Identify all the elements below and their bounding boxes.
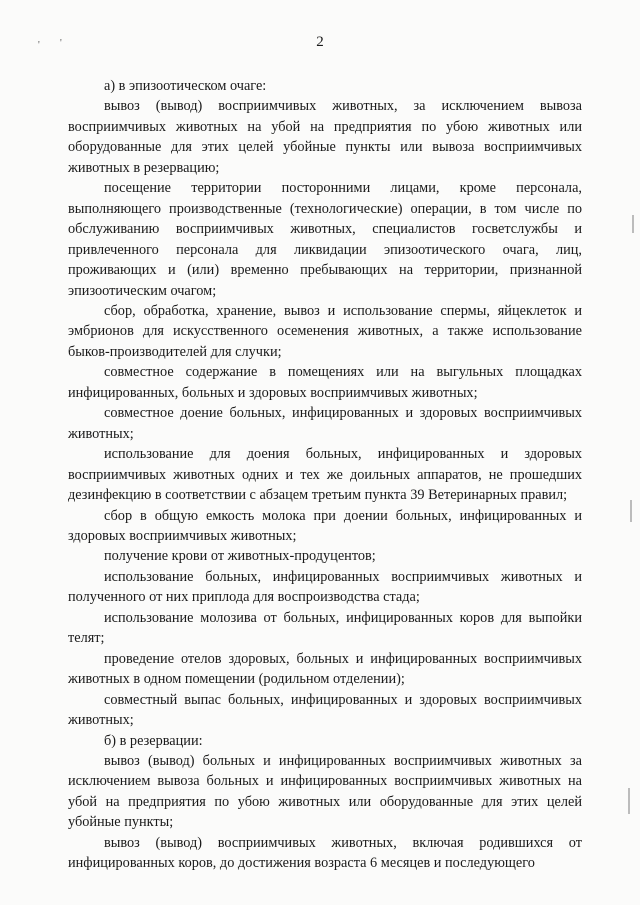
paragraph: посещение территории посторонними лицами, кроме персонала, выполняющего производственные (технологические) операции, в том числе по обслуживанию восприимчивых животных, специалистов госветслужбы и привлеченного персонала для ликвидации эпизоотического очага, лиц, проживающих и (или) временно пребывающих на территории, признанной эпизоотическим очагом; — [68, 180, 582, 299]
paragraph: вывоз (вывод) восприимчивых животных, включая родившихся от инфицированных коров, до достижения возраста 6 месяцев и последующего — [68, 834, 582, 872]
paragraph: использование больных, инфицированных восприимчивых животных и полученного от них приплода для воспроизводства стада; — [68, 568, 582, 606]
document-body — [68, 76, 582, 874]
paragraph: получение крови от животных-продуцентов; — [104, 548, 376, 565]
paragraph: сбор, обработка, хранение, вывоз и использование спермы, яйцеклеток и эмбрионов для искусственного осеменения животных, а также использование быков-производителей для случки; — [68, 302, 582, 360]
scan-edge-mark — [632, 215, 634, 233]
scan-mark: ' — [60, 38, 62, 49]
scan-mark: ' — [38, 40, 40, 51]
page-number: 2 — [316, 34, 324, 50]
paragraph: совместный выпас больных, инфицированных и здоровых восприимчивых животных; — [68, 691, 582, 729]
paragraph-subsection-a: а) в эпизоотическом очаге: — [104, 78, 267, 94]
scan-edge-mark — [628, 788, 630, 814]
paragraph: сбор в общую емкость молока при доении больных, инфицированных и здоровых восприимчивых животных; — [68, 507, 582, 544]
scan-edge-mark — [630, 500, 632, 522]
paragraph-subsection-b: б) в резервации: — [104, 732, 203, 749]
paragraph: проведение отелов здоровых, больных и инфицированных восприимчивых животных в одном помещении (родильном отделении); — [68, 650, 582, 688]
paragraph: совместное содержание в помещениях или на выгульных площадках инфицированных, больных и здоровых восприимчивых животных; — [68, 364, 582, 401]
paragraph: вывоз (вывод) больных и инфицированных восприимчивых животных за исключением вывоза больных и инфицированных восприимчивых животных на убой на предприятия по убою животных или оборудованные для этих целей убойные пункты; — [68, 752, 582, 831]
paragraph: использование молозива от больных, инфицированных коров для выпойки телят; — [68, 609, 582, 647]
paragraph: вывоз (вывод) восприимчивых животных, за исключением вывоза восприимчивых животных на убой на предприятия по убою животных или оборудованные для этих целей убойные пункты или вывоза восприимчивых животных в резервацию; — [68, 98, 582, 176]
paragraph: совместное доение больных, инфицированных и здоровых восприимчивых животных; — [68, 405, 582, 442]
paragraph: использование для доения больных, инфицированных и здоровых восприимчивых животных одних и тех же доильных аппаратов, не прошедших дезинфекцию в соответствии с абзацем третьим пункта 39 Ветеринарных правил; — [68, 446, 582, 504]
